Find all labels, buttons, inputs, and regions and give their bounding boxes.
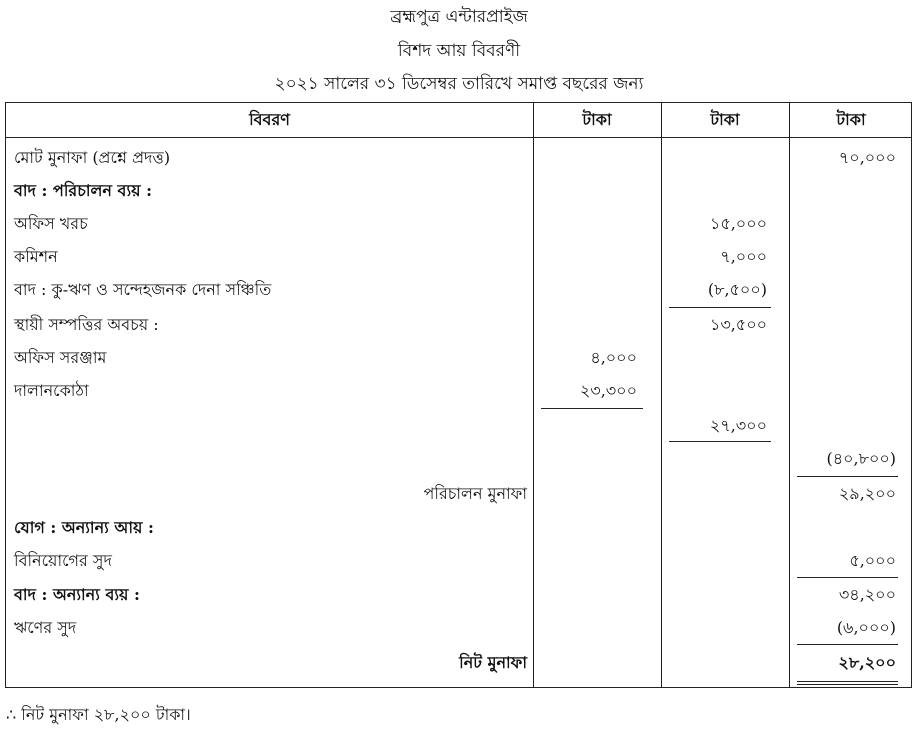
row-description: বাদ : কু-ঋণ ও সন্দেহজনক দেনা সঞ্চিতি bbox=[14, 280, 272, 299]
column-header-taka-1: টাকা bbox=[582, 110, 612, 129]
row-description: যোগ : অন্যান্য আয় : bbox=[14, 518, 154, 537]
column-header-description: বিবরণ bbox=[249, 110, 290, 129]
row-amount: (৪০,৮০০) bbox=[826, 449, 896, 468]
statement-title: বিশদ আয় বিবরণী bbox=[397, 41, 521, 61]
row-amount: ৭,০০০ bbox=[720, 247, 767, 266]
row-amount: ২৯,২০০ bbox=[838, 484, 896, 503]
company-name: ব্রহ্মপুত্র এন্টারপ্রাইজ bbox=[390, 7, 528, 27]
row-amount: (৮,৫০০) bbox=[707, 280, 767, 299]
row-description: অফিস সরঞ্জাম bbox=[14, 348, 107, 367]
row-amount: ২৩,৩০০ bbox=[579, 381, 637, 400]
table-row bbox=[6, 341, 913, 374]
table-row bbox=[6, 374, 913, 407]
row-amount: ৩৪,২০০ bbox=[838, 585, 896, 604]
row-description: কমিশন bbox=[14, 247, 58, 266]
table-row bbox=[6, 511, 913, 544]
row-description: ঋণের সুদ bbox=[14, 618, 77, 637]
row-amount: ১৩,৫০০ bbox=[709, 315, 767, 334]
row-amount: (৬,০০০) bbox=[836, 618, 896, 637]
column-header-taka-3: টাকা bbox=[836, 110, 866, 129]
header-divider bbox=[6, 137, 911, 138]
row-description: বাদ : পরিচালন ব্যয় : bbox=[14, 181, 153, 200]
row-description: দালানকোঠা bbox=[14, 381, 89, 400]
table-row bbox=[6, 442, 913, 475]
table-row bbox=[6, 544, 913, 577]
row-amount: ৭০,০০০ bbox=[838, 148, 896, 167]
row-description: নিট মুনাফা bbox=[459, 653, 527, 672]
table-row bbox=[6, 273, 913, 306]
table-row bbox=[6, 477, 913, 510]
row-description: বাদ : অন্যান্য ব্যয় : bbox=[14, 585, 140, 604]
row-amount: ২৮,২০০ bbox=[838, 653, 896, 672]
table-row bbox=[6, 141, 913, 174]
column-header-taka-2: টাকা bbox=[710, 110, 740, 129]
table-row bbox=[6, 207, 913, 240]
income-statement-table bbox=[5, 102, 912, 688]
row-amount: ৫,০০০ bbox=[849, 551, 896, 570]
conclusion-note: ∴ নিট মুনাফা ২৮,২০০ টাকা। bbox=[6, 705, 191, 724]
table-row bbox=[6, 409, 913, 442]
total-double-rule bbox=[797, 681, 898, 685]
row-description: পরিচালন মুনাফা bbox=[423, 484, 527, 503]
row-description: মোট মুনাফা (প্রশ্নে প্রদত্ত) bbox=[14, 148, 171, 167]
subtotal-rule bbox=[797, 644, 898, 645]
row-amount: ২৭,৩০০ bbox=[709, 416, 767, 435]
table-row bbox=[6, 308, 913, 341]
table-row bbox=[6, 174, 913, 207]
row-amount: ১৫,০০০ bbox=[709, 214, 767, 233]
row-description: অফিস খরচ bbox=[14, 214, 88, 233]
row-amount: ৪,০০০ bbox=[590, 348, 637, 367]
row-description: বিনিয়োগের সুদ bbox=[14, 551, 112, 570]
table-row bbox=[6, 240, 913, 273]
statement-period: ২০২১ সালের ৩১ ডিসেম্বর তারিখে সমাপ্ত বছরের জন্য bbox=[274, 74, 644, 94]
table-row bbox=[6, 646, 913, 679]
row-description: স্থায়ী সম্পত্তির অবচয় : bbox=[14, 315, 159, 334]
table-row bbox=[6, 611, 913, 644]
table-row bbox=[6, 578, 913, 611]
